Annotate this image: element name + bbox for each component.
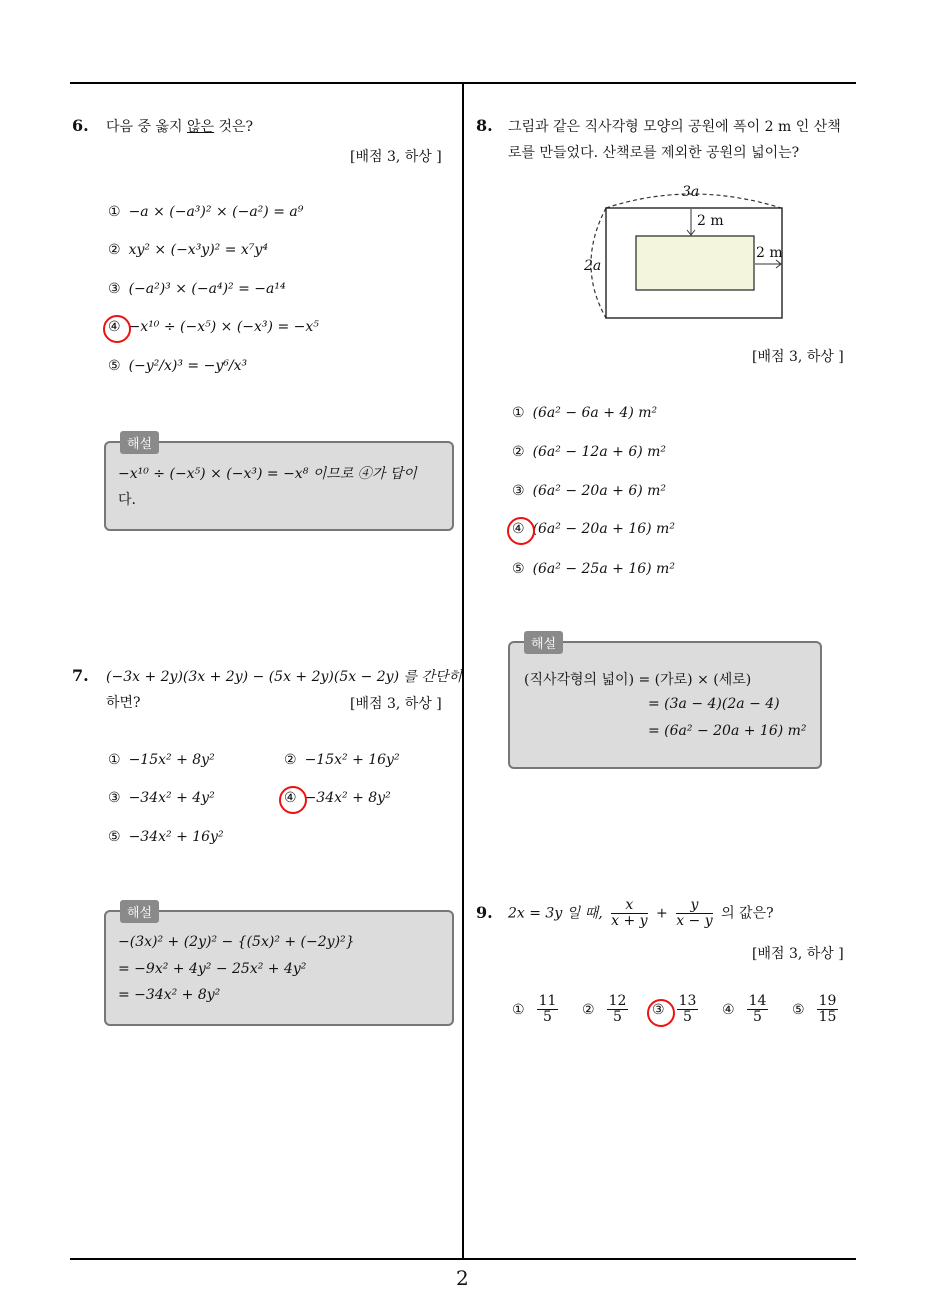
fraction-denominator: 15 xyxy=(818,1009,837,1025)
q8-figure-label-top: 3a xyxy=(682,184,700,200)
choice-number: ② xyxy=(512,444,525,460)
q7-choice-5[interactable] xyxy=(108,829,224,845)
bottom-rule xyxy=(70,1258,856,1260)
fraction-denominator: x + y xyxy=(611,913,648,929)
choice-expr: xy² × (−x³y)² = x⁷y⁴ xyxy=(128,242,268,258)
q6-choice-4[interactable] xyxy=(108,319,319,335)
choice-number: ② xyxy=(108,242,121,258)
q7-solution-line-2: = −9x² + 4y² − 25x² + 4y² xyxy=(118,961,307,977)
q6-solution-box xyxy=(104,437,454,531)
fraction-denominator: x − y xyxy=(676,913,713,929)
choice-number: ⑤ xyxy=(108,358,121,374)
choice-number: ① xyxy=(512,405,525,421)
q7-solution-line-1: −(3x)² + (2y)² − {(5x)² + (−2y)²} xyxy=(118,934,355,950)
choice-number: ⑤ xyxy=(512,561,525,577)
q8-choice-5[interactable] xyxy=(512,561,675,577)
page-number: 2 xyxy=(456,1266,469,1290)
q7-choice-2[interactable] xyxy=(284,752,400,768)
q8-choice-4[interactable] xyxy=(512,521,675,537)
choice-expr: −x¹⁰ ÷ (−x⁵) × (−x³) = −x⁵ xyxy=(128,319,319,335)
plus-sign: + xyxy=(656,905,668,922)
q8-figure-label-width-top: 2 m xyxy=(697,213,724,229)
q7-choice-3[interactable] xyxy=(108,790,215,806)
choice-number: ① xyxy=(108,752,121,768)
q6-solution-line-2: 다. xyxy=(118,492,136,508)
q7-answer-mark xyxy=(279,786,307,814)
choice-expr: (6a² − 20a + 16) m² xyxy=(532,521,675,537)
q9-choice-5[interactable] xyxy=(792,994,842,1025)
choice-number: ④ xyxy=(512,521,525,537)
q6-solution-line-1: −x¹⁰ ÷ (−x⁵) × (−x³) = −x⁸ 이므로 ④가 답이 xyxy=(118,466,417,482)
q9-choice-2[interactable] xyxy=(582,994,632,1025)
q6-choice-2[interactable] xyxy=(108,242,268,258)
q9-choice-1[interactable] xyxy=(512,994,562,1025)
q7-number: 7. xyxy=(72,666,89,685)
q8-solution-tag: 해설 xyxy=(524,631,563,654)
choice-expr: (−a²)³ × (−a⁴)² = −a¹⁴ xyxy=(128,281,286,297)
q8-text-line-2: 로를 만들었다. 산책로를 제외한 공원의 넓이는? xyxy=(508,145,800,161)
fraction-denominator: 5 xyxy=(613,1009,622,1025)
q9-score-meta: [배점 3, 하상 ] xyxy=(752,946,844,962)
q6-text-pre: 다음 중 옳지 xyxy=(106,119,187,135)
choice-number: ① xyxy=(512,1001,525,1018)
fraction-denominator: 5 xyxy=(753,1009,762,1025)
q6-solution-tag: 해설 xyxy=(120,431,159,454)
q6-choice-5[interactable] xyxy=(108,358,247,374)
choice-number: ④ xyxy=(284,790,297,806)
q8-solution-line-2: = (3a − 4)(2a − 4) xyxy=(648,696,780,712)
choice-number: ③ xyxy=(108,281,121,297)
q9-choice-4[interactable] xyxy=(722,994,772,1025)
choice-expr: −34x² + 4y² xyxy=(128,790,215,806)
choice-expr: −a × (−a³)² × (−a²) = a⁹ xyxy=(128,204,304,220)
choice-expr: (6a² − 6a + 4) m² xyxy=(532,405,658,421)
choice-fraction xyxy=(607,994,629,1025)
q6-score-meta: [배점 3, 하상 ] xyxy=(350,149,442,165)
choice-expr: −34x² + 8y² xyxy=(304,790,391,806)
choice-number: ③ xyxy=(108,790,121,806)
q6-text-post: 것은? xyxy=(214,119,254,135)
fraction-denominator: 5 xyxy=(543,1009,552,1025)
choice-fraction xyxy=(677,994,699,1025)
q8-number: 8. xyxy=(476,116,493,135)
q9-fraction-1 xyxy=(611,898,647,929)
q6-number: 6. xyxy=(72,116,89,135)
q7-text-line-2: 하면? xyxy=(106,695,141,711)
column-divider xyxy=(462,83,464,1259)
choice-expr: −34x² + 16y² xyxy=(128,829,224,845)
fraction-numerator: 12 xyxy=(608,993,627,1009)
q8-score-meta: [배점 3, 하상 ] xyxy=(752,349,844,365)
fraction-numerator: y xyxy=(676,898,712,914)
choice-number: ③ xyxy=(652,1001,665,1018)
q9-number: 9. xyxy=(476,903,493,922)
choice-expr: −15x² + 16y² xyxy=(304,752,400,768)
q6-choice-3[interactable] xyxy=(108,281,286,297)
q6-question xyxy=(106,114,253,140)
choice-fraction xyxy=(537,994,559,1025)
choice-number: ③ xyxy=(512,483,525,499)
q7-score-meta: [배점 3, 하상 ] xyxy=(350,696,442,712)
q6-choice-1[interactable] xyxy=(108,204,303,220)
choice-number: ④ xyxy=(108,319,121,335)
choice-expr: −15x² + 8y² xyxy=(128,752,215,768)
q6-answer-mark xyxy=(103,315,131,343)
q8-figure-label-left: 2a xyxy=(584,258,602,274)
q9-fraction-2 xyxy=(676,898,712,929)
q8-choice-3[interactable] xyxy=(512,483,666,499)
q7-solution-line-3: = −34x² + 8y² xyxy=(118,987,221,1003)
q8-solution-box xyxy=(508,637,822,769)
choice-number: ② xyxy=(284,752,297,768)
q8-answer-mark xyxy=(507,517,535,545)
q6-text-underlined: 않은 xyxy=(186,119,215,135)
q7-solution-box xyxy=(104,906,454,1026)
q9-question xyxy=(508,898,774,929)
fraction-denominator: 5 xyxy=(683,1009,692,1025)
choice-expr: (6a² − 20a + 6) m² xyxy=(532,483,667,499)
q9-text-post: 의 값은? xyxy=(721,905,774,922)
q8-figure-label-width-right: 2 m xyxy=(756,245,783,261)
q8-choice-1[interactable] xyxy=(512,405,657,421)
choice-expr: (−y²/x)³ = −y⁶/x³ xyxy=(128,358,248,374)
q8-solution-line-1: (직사각형의 넓이) = (가로) × (세로) xyxy=(524,672,752,688)
q7-solution-tag: 해설 xyxy=(120,900,159,923)
q7-text-line-1: (−3x + 2y)(3x + 2y) − (5x + 2y)(5x − 2y) 를 간단히 xyxy=(106,669,463,685)
q9-text-pre: 2x = 3y 일 때, xyxy=(508,905,603,922)
choice-fraction xyxy=(817,994,839,1025)
fraction-numerator: 11 xyxy=(538,993,557,1009)
choice-number: ⑤ xyxy=(792,1001,805,1018)
choice-number: ④ xyxy=(722,1001,735,1018)
choice-fraction xyxy=(747,994,769,1025)
choice-expr: (6a² − 25a + 16) m² xyxy=(532,561,675,577)
q8-text-line-1: 그림과 같은 직사각형 모양의 공원에 폭이 2 m 인 산책 xyxy=(508,119,841,135)
choice-expr: (6a² − 12a + 6) m² xyxy=(532,444,667,460)
q7-choice-1[interactable] xyxy=(108,752,215,768)
choice-number: ① xyxy=(108,204,121,220)
q8-solution-line-3: = (6a² − 20a + 16) m² xyxy=(648,723,807,739)
q9-answer-mark xyxy=(647,999,675,1027)
fraction-numerator: 14 xyxy=(748,993,767,1009)
fraction-numerator: x xyxy=(611,898,647,914)
fraction-numerator: 19 xyxy=(818,993,837,1009)
choice-number: ⑤ xyxy=(108,829,121,845)
choice-number: ② xyxy=(582,1001,595,1018)
fraction-numerator: 13 xyxy=(678,993,697,1009)
q8-choice-2[interactable] xyxy=(512,444,666,460)
